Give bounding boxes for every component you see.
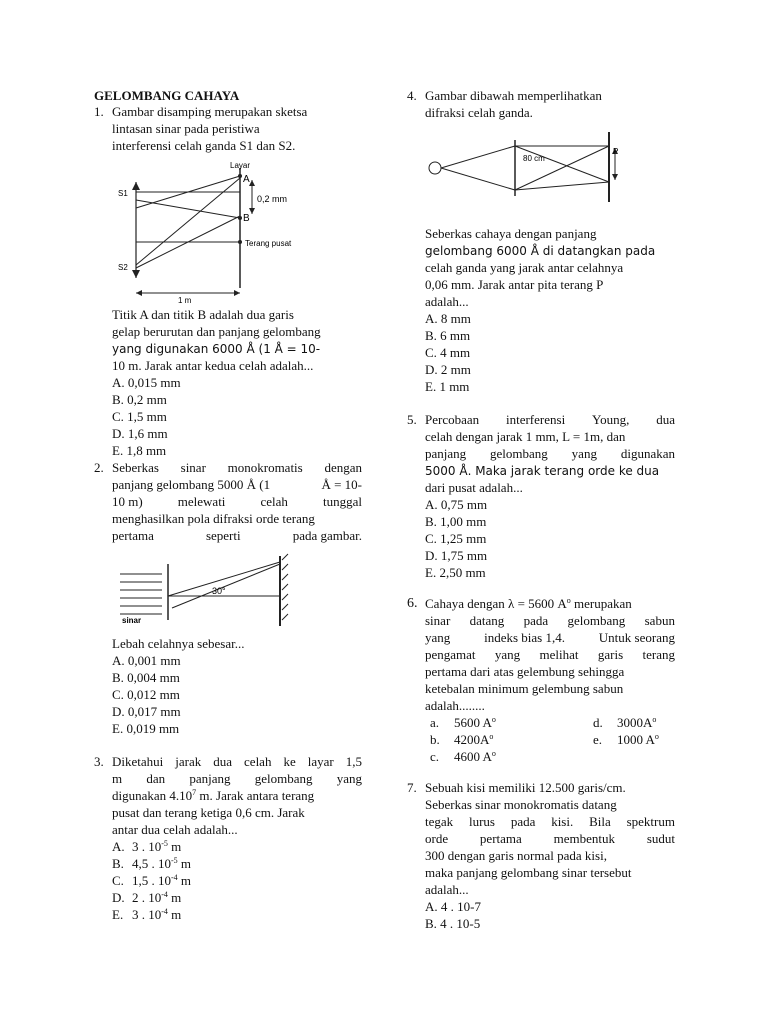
q1-fig-label-s1: S1: [118, 189, 128, 198]
q5-line: 5000 Å. Maka jarak terang orde ke dua: [425, 464, 660, 478]
q2-fig-hatch: [282, 564, 288, 570]
q6-line: pengamat yang melihat garis terang: [425, 647, 675, 662]
q1-fig-label-a: A: [243, 174, 250, 185]
q3-line: pusat dan terang ketiga 0,6 cm. Jarak: [112, 805, 305, 820]
q1-option[interactable]: B. 0,2 mm: [112, 392, 167, 407]
q5-option[interactable]: E. 2,50 mm: [425, 565, 486, 580]
q5-number: 5.: [407, 412, 417, 427]
q1-option[interactable]: E. 1,8 mm: [112, 443, 167, 458]
q2-fig-hatch: [282, 594, 288, 600]
q2-line: menghasilkan pola difraksi orde terang: [112, 511, 315, 526]
q1-stem-line: interferensi celah ganda S1 dan S2.: [112, 138, 296, 153]
q2-question: Lebah celahnya sebesar...: [112, 636, 245, 651]
q4-option[interactable]: D. 2 mm: [425, 362, 471, 377]
q1-fig-label-len: 1 m: [178, 296, 192, 305]
q4-text-line: 0,06 mm. Jarak antar pita terang P: [425, 277, 604, 292]
q4-fig-source: [429, 162, 441, 174]
q6-option[interactable]: d. $3000A^o$: [593, 715, 657, 730]
q1-fig-len-arrow-icon: [136, 290, 142, 296]
q4-option[interactable]: E. 1 mm: [425, 379, 470, 394]
q7-line: 300 dengan garis normal pada kisi,: [425, 848, 607, 863]
q4-fig-ray: [441, 146, 515, 168]
q2-option[interactable]: D. 0,017 mm: [112, 704, 181, 719]
q5-line: Percobaan interferensi Young, dua: [425, 412, 675, 427]
q7-number: 7.: [407, 780, 417, 795]
q3-option[interactable]: E. 3 . $10^{-4}$ m: [112, 907, 182, 922]
q3-option[interactable]: B. 4,5 . $10^{-5}$ m: [112, 856, 192, 871]
q2-fig-hatch: [282, 584, 288, 590]
q1-fig-len-arrow-icon: [234, 290, 240, 296]
q1-fig-ray: [136, 178, 240, 265]
q7-line: tegak lurus pada kisi. Bila spektrum: [425, 814, 675, 829]
q4-fig-label-dist: 80 cm: [523, 154, 545, 163]
q5-option[interactable]: C. 1,25 mm: [425, 531, 487, 546]
q6-line: ketebalan minimum gelembung sabun: [425, 681, 624, 696]
q4-fig-label-p: P: [613, 147, 619, 156]
q1-stem-line: lintasan sinar pada peristiwa: [112, 121, 260, 136]
q1-fig-label-layar: Layar: [230, 161, 251, 170]
q4-stem-line: Gambar dibawah memperlihatkan: [425, 88, 602, 103]
q4-fig-ray: [441, 168, 515, 190]
q2-option[interactable]: C. 0,012 mm: [112, 687, 180, 702]
q5-option[interactable]: B. 1,00 mm: [425, 514, 487, 529]
q6-line: yang indeks bias 1,4. Untuk seorang: [425, 630, 675, 645]
q6-option[interactable]: b. $4200A^o$: [430, 732, 494, 747]
q6-line: Cahaya dengan λ = 5600 $A^o$ merupakan: [425, 596, 632, 611]
q5-line: panjang gelombang yang digunakan: [425, 446, 675, 461]
q4-option[interactable]: B. 6 mm: [425, 328, 471, 343]
q4-fig-ray: [515, 146, 609, 182]
q1-option[interactable]: C. 1,5 mm: [112, 409, 167, 424]
q1-fig-point-a: [238, 174, 242, 178]
q1-fig-label-s2: S2: [118, 263, 128, 272]
q3-line: m dan panjang gelombang yang: [112, 771, 362, 786]
q2-line: 10 m) melewati celah tunggal: [112, 494, 362, 509]
q1-fig-arrow-up-icon: [132, 182, 140, 190]
q7-line: Seberkas sinar monokromatis datang: [425, 797, 617, 812]
q3-line: Diketahui jarak dua celah ke layar 1,5: [112, 754, 362, 769]
q6-line: adalah........: [425, 698, 485, 713]
q1-fig-label-b: B: [243, 213, 250, 224]
q7-line: adalah...: [425, 882, 469, 897]
q4-fig-dim-arrow-icon: [612, 174, 618, 180]
q2-figure-single-slit: [112, 556, 302, 628]
q2-line: pertama seperti pada gambar.: [112, 528, 362, 543]
q6-number: 6.: [407, 596, 418, 611]
q2-number: 2.: [94, 460, 104, 475]
q2-line: panjang gelombang 5000 Å (1 Å = 10-: [112, 477, 362, 492]
q1-fig-dim-arrow-icon: [249, 208, 255, 214]
q1-option[interactable]: D. 1,6 mm: [112, 426, 168, 441]
q1-option[interactable]: A. 0,015 mm: [112, 375, 181, 390]
q1-text-line: Titik A dan titik B adalah dua garis: [112, 307, 294, 322]
q2-fig-label-angle: 30°: [212, 586, 226, 596]
q1-fig-arrow-down-icon: [132, 270, 140, 278]
q1-text-line: 10 m. Jarak antar kedua celah adalah...: [112, 358, 314, 373]
q2-line: Seberkas sinar monokromatis dengan: [112, 460, 362, 475]
q1-stem-line: Gambar disamping merupakan sketsa: [112, 104, 308, 119]
q2-fig-hatch: [282, 554, 288, 560]
q1-fig-label-dist: 0,2 mm: [257, 194, 288, 204]
q3-option[interactable]: C. 1,5 . $10^{-4}$ m: [112, 873, 192, 888]
q4-text-line: adalah...: [425, 294, 469, 309]
q6-option[interactable]: a. 5600 $A^o$: [430, 715, 496, 730]
q2-fig-hatch: [282, 604, 288, 610]
q3-line: digunakan 4.10$^7$ m. Jarak antara terang: [112, 788, 315, 803]
q4-stem-line: difraksi celah ganda.: [425, 105, 533, 120]
q7-line: Sebuah kisi memiliki 12.500 garis/cm.: [425, 780, 626, 795]
q5-option[interactable]: D. 1,75 mm: [425, 548, 488, 563]
q7-line: orde pertama membentuk sudut: [425, 831, 675, 846]
q1-fig-point-center: [238, 240, 242, 244]
q2-option[interactable]: E. 0,019 mm: [112, 721, 180, 736]
q6-option[interactable]: c. 4600 $A^o$: [430, 749, 496, 764]
q4-text-line: gelombang 6000 Å di datangkan pada: [425, 244, 656, 258]
q1-text-line: gelap berurutan dan panjang gelombang: [112, 324, 321, 339]
q1-fig-point-b: [238, 216, 242, 220]
q4-text-line: Seberkas cahaya dengan panjang: [425, 226, 597, 241]
q2-option[interactable]: B. 0,004 mm: [112, 670, 180, 685]
q5-line: celah dengan jarak 1 mm, L = 1m, dan: [425, 429, 626, 444]
q2-fig-hatch: [282, 574, 288, 580]
q3-number: 3.: [94, 754, 104, 769]
q1-text-line: yang digunakan 6000 Å (1 Å = 10-: [112, 342, 321, 356]
q3-line: antar dua celah adalah...: [112, 822, 238, 837]
q2-fig-hatch: [282, 614, 288, 620]
q4-option[interactable]: A. 8 mm: [425, 311, 471, 326]
q2-fig-diffracted-ray: [172, 564, 280, 608]
q1-fig-dim-arrow-icon: [249, 180, 255, 186]
q2-fig-label-sinar: sinar: [122, 616, 142, 625]
q7-option[interactable]: A. 4 . 10-7: [425, 899, 481, 914]
page-title: GELOMBANG CAHAYA: [94, 88, 240, 103]
q4-option[interactable]: C. 4 mm: [425, 345, 471, 360]
q1-fig-label-center: Terang pusat: [245, 239, 292, 248]
q7-option[interactable]: B. 4 . 10-5: [425, 916, 481, 931]
q6-line: sinar datang pada gelombang sabun: [425, 613, 675, 628]
q6-option[interactable]: e. 1000 $A^o$: [593, 732, 659, 747]
q3-option[interactable]: D. 2 . $10^{-4}$ m: [112, 890, 182, 905]
q1-number: 1.: [94, 104, 104, 119]
q4-number: 4.: [407, 88, 417, 103]
q3-option[interactable]: A. 3 . $10^{-5}$ m: [112, 839, 182, 854]
q4-figure-double-slit: [425, 138, 635, 198]
q5-option[interactable]: A. 0,75 mm: [425, 497, 488, 512]
q6-line: pertama dari atas gelembung sehingga: [425, 664, 625, 679]
q7-line: maka panjang gelombang sinar tersebut: [425, 865, 632, 880]
q2-option[interactable]: A. 0,001 mm: [112, 653, 181, 668]
q1-figure-double-slit-sketch: [112, 160, 322, 305]
q4-text-line: celah ganda yang jarak antar celahnya: [425, 260, 624, 275]
q5-line: dari pusat adalah...: [425, 480, 523, 495]
